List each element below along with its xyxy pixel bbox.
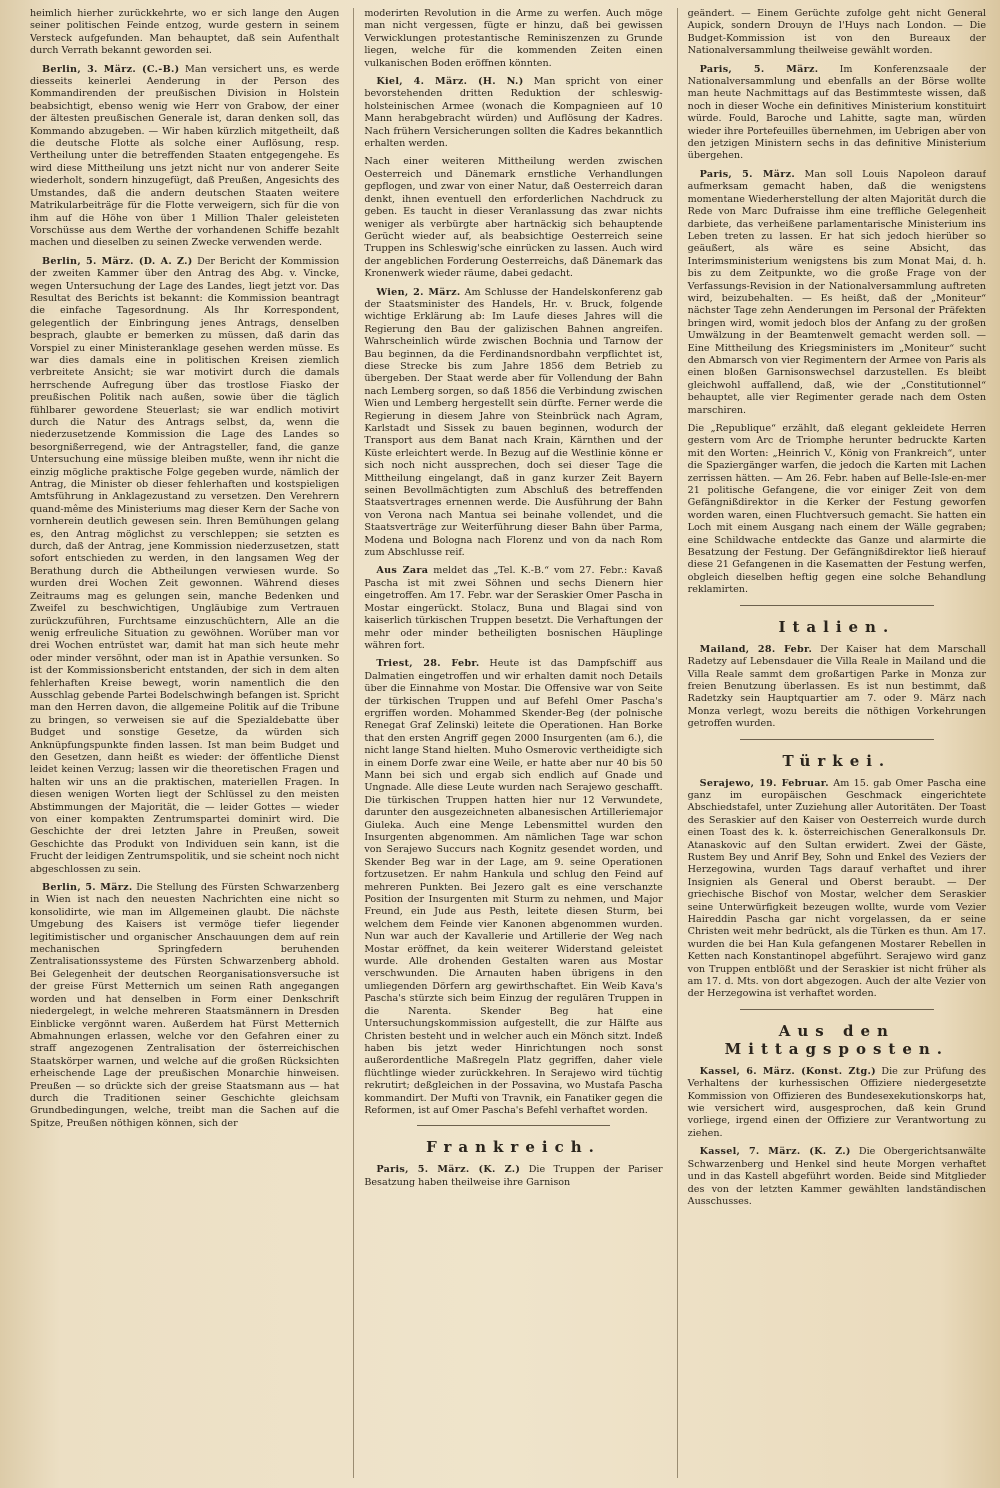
article-paragraph [364,76,662,150]
article-text: meldet das „Tel. K.-B.“ vom 27. Febr.: Kavaß Pascha ist mit zwei Söhnen und sechs Dienern hier eingetroffen. Am 17. Febr. war der Seraskier Omer Pascha in Mostar eingerückt. Stolacz, Buna und Blagai sind von kaiserlich türkischen Truppen besetzt. Die Verhaftungen der mehr oder minder betheiligten bosnischen Häuplinge währen fort. [364,565,663,651]
article-paragraph [688,1066,986,1140]
article-dateline: Triest, 28. Febr. [376,658,480,670]
article-paragraph [688,778,986,1001]
section-heading: Aus den Mittagsposten. [724,1021,949,1058]
article-dateline: Paris, 5. März. [699,168,796,180]
article-text: Im Konferenzsaale der Nationalversammlung und ebenfalls an der Börse wollte man heute Nachmittags auf das Bestimmteste wissen, daß noch in dieser Woche ein definitives Ministerium konstituirt würde. Fould, Baroche und Lahitte, sagte man, würden wieder ihre Portefeuilles übernehmen, im Uebrigen aber von den jetzigen Ministern sechs in das definitive Ministerium übergehen. [687,63,986,162]
article-text: Die Truppen der Pariser Besatzung haben theilweise ihre Garnison [364,1164,663,1188]
article-text: moderirten Revolution in die Arme zu werfen. Auch möge man nicht vergessen, fügte er hinzu, daß bei gewissen Verwicklungen protestantische Reminiszenzen zu Grunde liegen, welche für die kommenden Zeiten einen vulkanischen Boden eröffnen könnten. [364,8,663,69]
article-dateline: Aus Zara [376,565,429,577]
article-dateline: Mailand, 28. Febr. [699,643,813,655]
article-text: Am 15. gab Omer Pascha eine ganz im europäischen Geschmack eingerichtete Abschiedstafel, unter Zuziehung aller Autoritäten. Der Toast des Seraskier auf den Kaiser von Oesterreich wurde durch einen Toast des k. k. österreichischen Generalkonsuls Dr. Atanaskovic auf den Sultan erwidert. Zwei der Gäste, Rustem Bey und Anrif Bey, Sohn und Enkel des Veziers der Herzegowina, wurden Tags darauf verhaftet und ihrer Insignien als General und Oberst beraubt. — Der griechische Bischof von Mostar, welcher dem Seraskier seine Unterwürfigkeit bezeugen wollte, wurde vom Vezier Haireddin Pascha gar nicht vorgelassen, da er seine Christen weit mehr bedrückt, als die Türken es thun. Am 17. wurden die bei Han Kula gefangenen Mostarer Rebellen in Ketten nach Konstantinopel abgeführt. Serajewo wird ganz von Truppen entblößt und der Seraskier ist nicht früher als am 17. d. Mts. von dort abgezogen. Auch der alte Vezier von der Herzegowina ist verhaftet worden. [687,777,986,1000]
article-paragraph [364,1164,662,1189]
article-text: Die Obergerichtsanwälte Schwarzenberg und Henkel sind heute Morgen verhaftet und in das Kastell abgeführt worden. Beide sind Mitglieder des von der letzten Kammer gewählten landständischen Ausschusses. [687,1146,986,1207]
article-text: Man spricht von einer bevorstehenden dritten Reduktion der schleswig-holsteinischen Armee (wonach die Kompagnieen auf 10 Mann herabgebracht würden) und Auflösung der Kadres. Nach frühern Versicherungen sollten die Kadres bekanntlich erhalten werden. [364,76,663,150]
section-rule [740,739,934,740]
article-paragraph [364,156,662,280]
article-paragraph [30,882,339,1130]
article-text: Der Bericht der Kommission der zweiten Kammer über den Antrag des Abg. v. Vincke, wegen Untersuchung der Lage des Landes, liegt jetzt vor. Das Resultat des Berichts ist bekannt: die Kommission beantragt die einfache Tagesordnung. Als Ihr Korrespondent, gelegentlich der Einbringung jenes Antrags, denselben besprach, glaubte er bemerken zu müssen, daß darin das Vorspiel zu einer Ministeranklage gesehen werden müsse. Es war dies damals eine in politischen Kreisen ziemlich verbreitete Ansicht; sie war motivirt durch die damals herrschende Aufregung über das trostlose Fiasko der preußischen Politik nach außen, sowie über die täglich fühlbarer gewordene Steuerlast; sie war endlich motivirt durch die Natur des Antrags selbst, da, wenn die niederzusetzende Kommission die Lage des Landes so besorgnißerregend, wie der Antragsteller, fand, die ganze Untersuchung eine müssige bleiben mußte, wenn ihr nicht die einzig mögliche praktische Folge gegeben wurde, nämlich der Antrag, die Minister ob dieser fehlerhaften und kostspieligen Amtsführung in Anklagezustand zu versetzen. Den Verehrern quand-même des Ministeriums mag dieser Kern der Sache von vornherein deutlich gewesen sein. Ihren Bemühungen gelang es, den Antrag möglichst zu verschleppen; sie setzten es durch, daß der Antrag, jene Kommission niederzusetzen, statt sofort entschieden zu werden, in den langsamen Weg der Berathung durch die Abtheilungen verwiesen wurde. So wurden drei Wochen Zeit gewonnen. Während dieses Zeitraums mag es gelungen sein, manche Bedenken und Zweifel zu beschwichtigen, Ungläubige zum Vertrauen zurückzuführen, Furchtsame einzuschüchtern, Alle an die wenig erfreuliche Situation zu gewöhnen. Worüber man vor drei Wochen entrüstet war, damit hat man sich heute mehr oder minder versöhnt, oder man ist in Apathie versunken. So ist der Kommissionsbericht entstanden, der sich in dem alten fehlerhaften Kreise bewegt, worin namentlich die den Ausschlag gebende Partei Bodelschwingh befangen ist. Spricht man den Herren davon, die allgemeine Politik auf die Tribune zu bringen, so verweisen sie auf die Spezialdebatte über Budget und sonstige Gesetze, da würden sich Anknüpfungspunkte finden lassen. Ist man beim Budget und den Gesetzen, dann heißt es wieder: der öffentliche Dienst leidet keinen Verzug; lassen wir die theoretischen Fragen und halten wir uns an die praktischen, materiellen Fragen. In diesen wenigen Worten liegt der Schlüssel zu den meisten Abstimmungen der Majorität, die — leider Gottes — wieder von einer kompakten Zentrumspartei dominirt wird. Die Geschichte der drei letzten Jahre in Preußen, soweit Geschichte das Produkt von Individuen sein kann, ist die Frucht der leidigen Zentrumspolitik, und sie scheint noch nicht abgeschlossen zu sein. [30,255,340,875]
article-text: Man soll Louis Napoleon darauf aufmerksam gemacht haben, daß die wenigstens momentane Wiederherstellung der alten Majorität durch die Rede von Marc Dufraisse ihm eine treffliche Gelegenheit darbiete, das verheißene parlamentarische Ministerium ins Leben treten zu lassen. Er hat sich jedoch hierüber so geäußert, als wäre es seine Absicht, das Interimsministerium wenigstens bis zum Monat Mai, d. h. bis zu dem Zeitpunkte, wo die große Frage von der Verfassungs-Revision in der Nationalversammlung auftreten wird, beizubehalten. — Es heißt, daß der „Moniteur“ nächster Tage zehn Aenderungen im Personal der Präfekten bringen wird, womit jedoch blos der Anfang zu der großen Umwälzung in der Beamtenwelt gemacht werden soll. — Eine Mittheilung des Kriegsministers im „Moniteur“ sucht den Abmarsch von vier Regimentern der Armee von Paris als einen bloßen Garnisonswechsel darzustellen. Es bleibt gleichwohl auffallend, daß, wie der „Constitutionnel“ behauptet, alle vier Regimenter gerade nach dem Osten marschiren. [687,168,986,416]
section-heading: Italien. [778,617,896,636]
article-paragraph [30,8,339,58]
article-paragraph [364,658,662,1117]
article-text: Der Kaiser hat dem Marschall Radetzy auf Lebensdauer die Villa Reale in Mailand und die Villa Reale sammt dem großartigen Parke in Monza zur freien Benutzung überlassen. Es ist nun bestimmt, daß Radetzky sein Hauptquartier am 7. oder 9. März nach Monza verlegt, wozu bereits die nöthigen Vorkehrungen getroffen wurden. [687,643,986,730]
article-text: Die „Republique“ erzählt, daß elegant gekleidete Herren gestern vom Arc de Triomphe herunter bedruckte Karten mit den Worten: „Heinrich V., König von Frankreich“, unter die Spaziergänger warfen, die jedoch die Karten mit Lachen zerrissen hätten. — Am 26. Febr. haben auf Belle-Isle-en-mer 21 politische Gefangene, die vor einiger Zeit von dem Gefängnißdirektor in die Kerker der Festung geworfen worden waren, einen Fluchtversuch gemacht. Sie hatten ein Loch mit einem Ausgang nach einem der Wälle gegraben; eine Schildwache entdeckte das Ganze und alarmirte die Besatzung der Festung. Der Gefängnißdirektor ließ hierauf diese 21 Gefangenen in die Kasematten der Festung werfen, obgleich dieselben heftig gegen eine solche Behandlung reklamirten. [687,423,986,596]
column-left [30,8,339,1478]
article-dateline: Wien, 2. März. [376,286,461,298]
article-paragraph [688,423,986,597]
column-right [677,8,986,1478]
article-paragraph [30,256,339,876]
section-heading: Frankreich. [426,1138,601,1157]
article-text: Die Stellung des Fürsten Schwarzenberg in Wien ist nach den neuesten Nachrichten eine nicht so konsolidirte, wie man im Allgemeinen glaubt. Die nächste Umgebung des Kaisers ist vermöge tiefer liegender legitimistischer und organischer Anschauungen dem auf rein mechanischen Springfedern beruhenden Zentralisationssysteme des Fürsten Schwarzenberg abhold. Bei Gelegenheit der deutschen Reorganisationsversuche ist der greise Fürst Metternich um seinen Rath angegangen worden und hat denselben in Form einer Denkschrift niedergelegt, in welche mehreren Staatsmännern in Dresden Einblicke vergönnt waren. Außerdem hat Fürst Metternich Abmahnungen erlassen, welche vor den Gefahren einer zu straff angezogenen Zentralisation der österreichischen Staatskörper warnen, und welche auf die großen Rücksichten erheischende Lage der preußischen Monarchie hinweisen. Preußen — so drückte sich der greise Staatsmann aus — hat durch die Traditionen seiner Geschichte gleichsam Grundbedingungen, welche, treibt man die Sachen auf die Spitze, Preußen nöthigen können, sich der [30,882,340,1129]
article-dateline: Kassel, 6. März. (Konst. Ztg.) [699,1065,876,1077]
article-dateline: Paris, 5. März. [699,63,819,75]
column-middle [353,8,662,1478]
article-paragraph [688,1146,986,1208]
article-paragraph [688,169,986,417]
article-dateline: Berlin, 3. März. (C.-B.) [42,63,180,75]
article-dateline: Kiel, 4. März. (H. N.) [376,76,524,88]
section-heading: Türkei. [782,751,892,770]
article-text: geändert. — Einem Gerüchte zufolge geht nicht General Aupick, sondern Drouyn de l'Huys nach London. — Die Budget-Kommission ist von den Bureaux der Nationalversammlung theilweise gewählt worden. [687,8,986,57]
article-paragraph [688,8,986,58]
article-paragraph [688,64,986,163]
article-text: Heute ist das Dampfschiff aus Dalmatien eingetroffen und wir erhalten damit noch Details über die Einnahme von Mostar. Die Offensive war von Seite der türkischen Truppen und auf Befehl Omer Pascha's ergriffen worden. Mohammed Skender-Beg (der polnische Renegat Graf Zelinski) leitete die Operationen. Han Borke that den ersten Angriff gegen 2000 Insurgenten (am 6.), die nicht lange Stand hielten. Muho Osmerovic vertheidigte sich in einem Dorfe zwar eine Weile, er hatte aber nur 40 bis 50 Mann bei sich und ergab sich endlich auf Gnade und Ungnade. Alle diese Leute wurden nach Serajewo geschafft. Die türkischen Truppen hatten hier nur 12 Verwundete, darunter den ausgezeichneten albanesischen Artilleriemajor Giuleka. Auch eine Menge Lebensmittel wurden den Insurgenten abgenommen. Am nämlichen Tage war schon von Serajewo Succurs nach Kognitz gesendet worden, und Skender Beg war in der Lage, am 9. seine Operationen fortzusetzen. Er nahm Hankula und schlug den Feind auf mehreren Punkten. Bei Jezero galt es eine verschanzte Position der Insurgenten mit Sturm zu nehmen, und Major Freund, ein Jude aus Pesth, leitete diesen Sturm, bei welchem dem Feinde vier Kanonen abgenommen wurden. Nun war auch der Kavallerie und Artillerie der Weg nach Mostar eröffnet, da kein weiterer Widerstand geleistet wurde. Alle drohenden Gestalten waren aus Mostar verschwunden. Die Arnauten haben übrigens in den umliegenden Dörfern arg gewirthschaftet. Ein Weib Kava's Pascha's stürzte sich beim Einzug der regulären Truppen in die Narenta. Skender Beg hat eine Untersuchungskommission aufgestellt, die zur Hälfte aus Christen besteht und in welcher auch ein Mönch sitzt. Indeß haben bis jetzt weder Hinrichtungen noch sonst außerordentliche Maßregeln Platz gegriffen, daher viele flüchtlinge wieder zurückkehren. In Serajewo wird tüchtig rekrutirt; deßgleichen in der Possavina, wo Mustafa Pascha kommandirt. Der Mufti von Travnik, ein Fanatiker gegen die Reformen, ist auf Omer Pascha's Befehl verhaftet worden. [364,658,663,1116]
article-dateline: Kassel, 7. März. (K. Z.) [699,1146,851,1158]
article-paragraph [364,565,662,652]
article-dateline: Berlin, 5. März. [42,882,133,894]
article-text: Die zur Prüfung des Verhaltens der kurhessischen Offiziere niedergesetzte Kommission von Offizieren des Bundesexekutionskorps hat, wie versichert wird, ausgesprochen, daß kein Grund vorliege, irgend einen der Offiziere zur Verantwortung zu ziehen. [687,1065,986,1139]
article-paragraph [30,64,339,250]
column-layout [30,8,986,1478]
article-paragraph [688,644,986,731]
article-text: Nach einer weiteren Mittheilung werden zwischen Oesterreich und Dänemark ernstliche Verhandlungen gepflogen, und zwar von einer Natur, daß Oesterreich daran denkt, ihnen eventuell den erforderlichen Nachdruck zu geben. Es taucht in dieser Veranlassung das zwar nichts weniger als verbürgte aber hartnäckig sich behauptende Gerücht wieder auf, als beabsichtige Oesterreich seine Truppen ins Schleswig'sche einrücken zu lassen. Auch wird der angeblichen Forderung Oesterreichs, daß Dänemark das Kronenwerk wieder räume, dabei gedacht. [364,156,663,280]
article-paragraph [364,287,662,560]
section-rule [740,605,934,606]
article-dateline: Paris, 5. März. (K. Z.) [376,1164,521,1176]
section-rule [417,1125,611,1126]
article-text: heimlich hierher zurückkehrte, wo er sich lange den Augen seiner politischen Feinde entzog, wurde gestern in seinem Versteck aufgefunden. Man behauptet, daß sein Aufenthalt durch Verrath bekannt geworden sei. [30,8,340,57]
section-rule [740,1009,934,1010]
article-dateline: Serajewo, 19. Februar. [699,777,829,789]
article-text: Am Schlusse der Handelskonferenz gab der Staatsminister des Handels, Hr. v. Bruck, folgende wichtige Erklärung ab: Im Laufe dieses Jahres will die Regierung den Bau der galizischen Bahnen angreifen. Wahrscheinlich würde zwischen Bochnia und Tarnow der Bau beginnen, da die Ferdinandsnordbahn verpflichtet ist, diese Strecke bis zum Jahre 1856 dem Betrieb zu übergeben. Der Staat werde aber für Vollendung der Bahn nach Lemberg sorgen, so daß 1856 die Verbindung zwischen Wien und Lemberg hergestellt sein dürfte. Ferner werde die Regierung in diesem Jahre von Steinbrück nach Agram, Karlstadt und Sissek zu bauen beginnen, wodurch der Transport aus dem Banat nach Krain, Kärnthen und der Küste erleichtert werde. In Bezug auf die Westlinie könne er sich noch nicht aussprechen, doch sei dieser Tage die Mittheilung eingelangt, daß in ganz kurzer Zeit Bayern seinen Bevollmächtigten zum Abschluß des betreffenden Staatsvertrages ernennen werde. Die Ausführung der Bahn von Verona nach Mantua sei beinahe vollendet, und die Staatsverträge zur Weiterführung dieser Bahn über Parma, Modena und Bologna nach Florenz und von da nach Rom zum Abschlusse reif. [364,286,663,559]
article-dateline: Berlin, 5. März. (D. A. Z.) [42,255,193,267]
article-text: Man versichert uns, es werde diesseits keinerlei Aenderung in der Person des Kommandirenden der preußischen Division in Holstein beabsichtigt, ebenso wenig wie Herr von Grabow, der einer der ältesten preußischen Generale ist, daran denken soll, das Kommando abzugeben. — Wir haben kürzlich mitgetheilt, daß die deutsche Flotte als solche einer Auflösung, resp. Vertheilung unter die betreffenden Staaten entgegengehe. Es wird diese Mittheilung uns jetzt nicht nur von anderer Seite wiederholt, sondern hinzugefügt, daß Preußen, Angesichts des Umstandes, daß die andern deutschen Staaten weitere Matrikularbeiträge für die Flotte verweigern, sich für die von ihm auf die Höhe von über 1 Million Thaler geleisteten Vorschüsse aus dem Werthe der vorhandenen Schiffe bezahlt machen und dieselben zu seinen Zwecke verwenden werde. [30,63,340,249]
article-paragraph [364,8,662,70]
